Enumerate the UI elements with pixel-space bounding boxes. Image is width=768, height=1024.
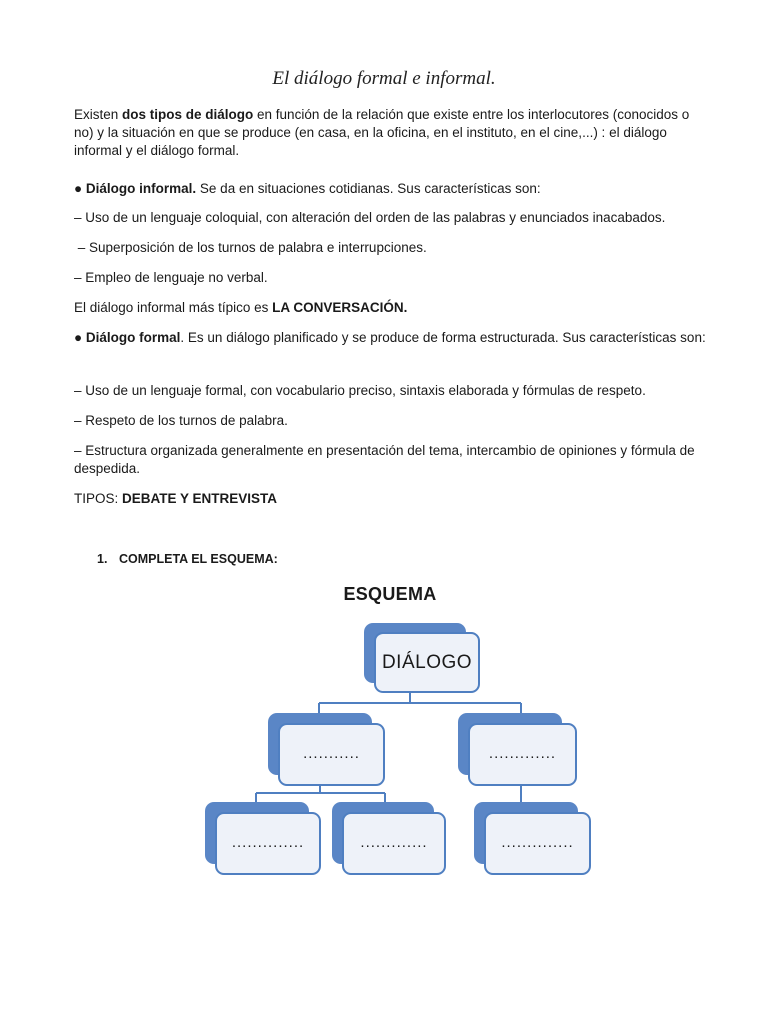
exercise-number: 1. bbox=[97, 552, 108, 566]
schema-node-right bbox=[458, 713, 577, 786]
schema-node-left-left bbox=[205, 802, 321, 875]
schema-node-left-right bbox=[332, 802, 446, 875]
informal-item-2: – Superposición de los turnos de palabra e interrupciones. bbox=[74, 240, 427, 255]
schema-node-right-child bbox=[474, 802, 591, 875]
schema-node-root-label: DIÁLOGO bbox=[374, 632, 480, 693]
schema-node-left bbox=[268, 713, 385, 786]
formal-types-prefix: TIPOS: bbox=[74, 491, 123, 506]
schema-node-right-child-label: .............. bbox=[484, 812, 591, 875]
intro-bold: dos tipos de diálogo bbox=[122, 107, 254, 122]
formal-heading-rest: . Es un diálogo planificado y se produce de forma estructurada. Sus características son: bbox=[180, 330, 706, 345]
schema-title: ESQUEMA bbox=[343, 584, 437, 604]
formal-item-2: – Respeto de los turnos de palabra. bbox=[74, 413, 288, 428]
schema-node-left-left-label: .............. bbox=[215, 812, 321, 875]
formal-types-bold: DEBATE Y ENTREVISTA bbox=[122, 491, 278, 506]
intro-rest: en función de la relación que existe entre los interlocutores (conocidos o no) y la situación en que se produce (en casa, en la oficina, en el instituto, en el cine,...) : el diálogo informal y el diálogo formal. bbox=[74, 107, 690, 159]
informal-heading-bold: ● Diálogo informal. bbox=[74, 181, 197, 196]
formal-item-3: – Estructura organizada generalmente en presentación del tema, intercambio de opiniones y fórmula de despedida. bbox=[74, 443, 695, 477]
schema-node-left-right-label: ............. bbox=[342, 812, 446, 875]
informal-item-3: – Empleo de lenguaje no verbal. bbox=[74, 270, 268, 285]
exercise-text: COMPLETA EL ESQUEMA: bbox=[119, 552, 278, 566]
intro-prefix: Existen bbox=[74, 107, 123, 122]
schema-node-right-label: ............. bbox=[468, 723, 577, 786]
schema-node-root bbox=[364, 623, 480, 693]
page-title: El diálogo formal e informal. bbox=[272, 68, 496, 89]
informal-heading-rest: Se da en situaciones cotidianas. Sus características son: bbox=[196, 181, 541, 196]
informal-typical-bold: LA CONVERSACIÓN. bbox=[272, 300, 408, 315]
formal-item-1: – Uso de un lenguaje formal, con vocabulario preciso, sintaxis elaborada y fórmulas de respeto. bbox=[74, 383, 646, 398]
informal-typical-prefix: El diálogo informal más típico es bbox=[74, 300, 273, 315]
schema-node-left-label: ........... bbox=[278, 723, 385, 786]
informal-item-1: – Uso de un lenguaje coloquial, con alteración del orden de las palabras y enunciados inacabados. bbox=[74, 210, 666, 225]
formal-heading-bold: ● Diálogo formal bbox=[74, 330, 181, 345]
